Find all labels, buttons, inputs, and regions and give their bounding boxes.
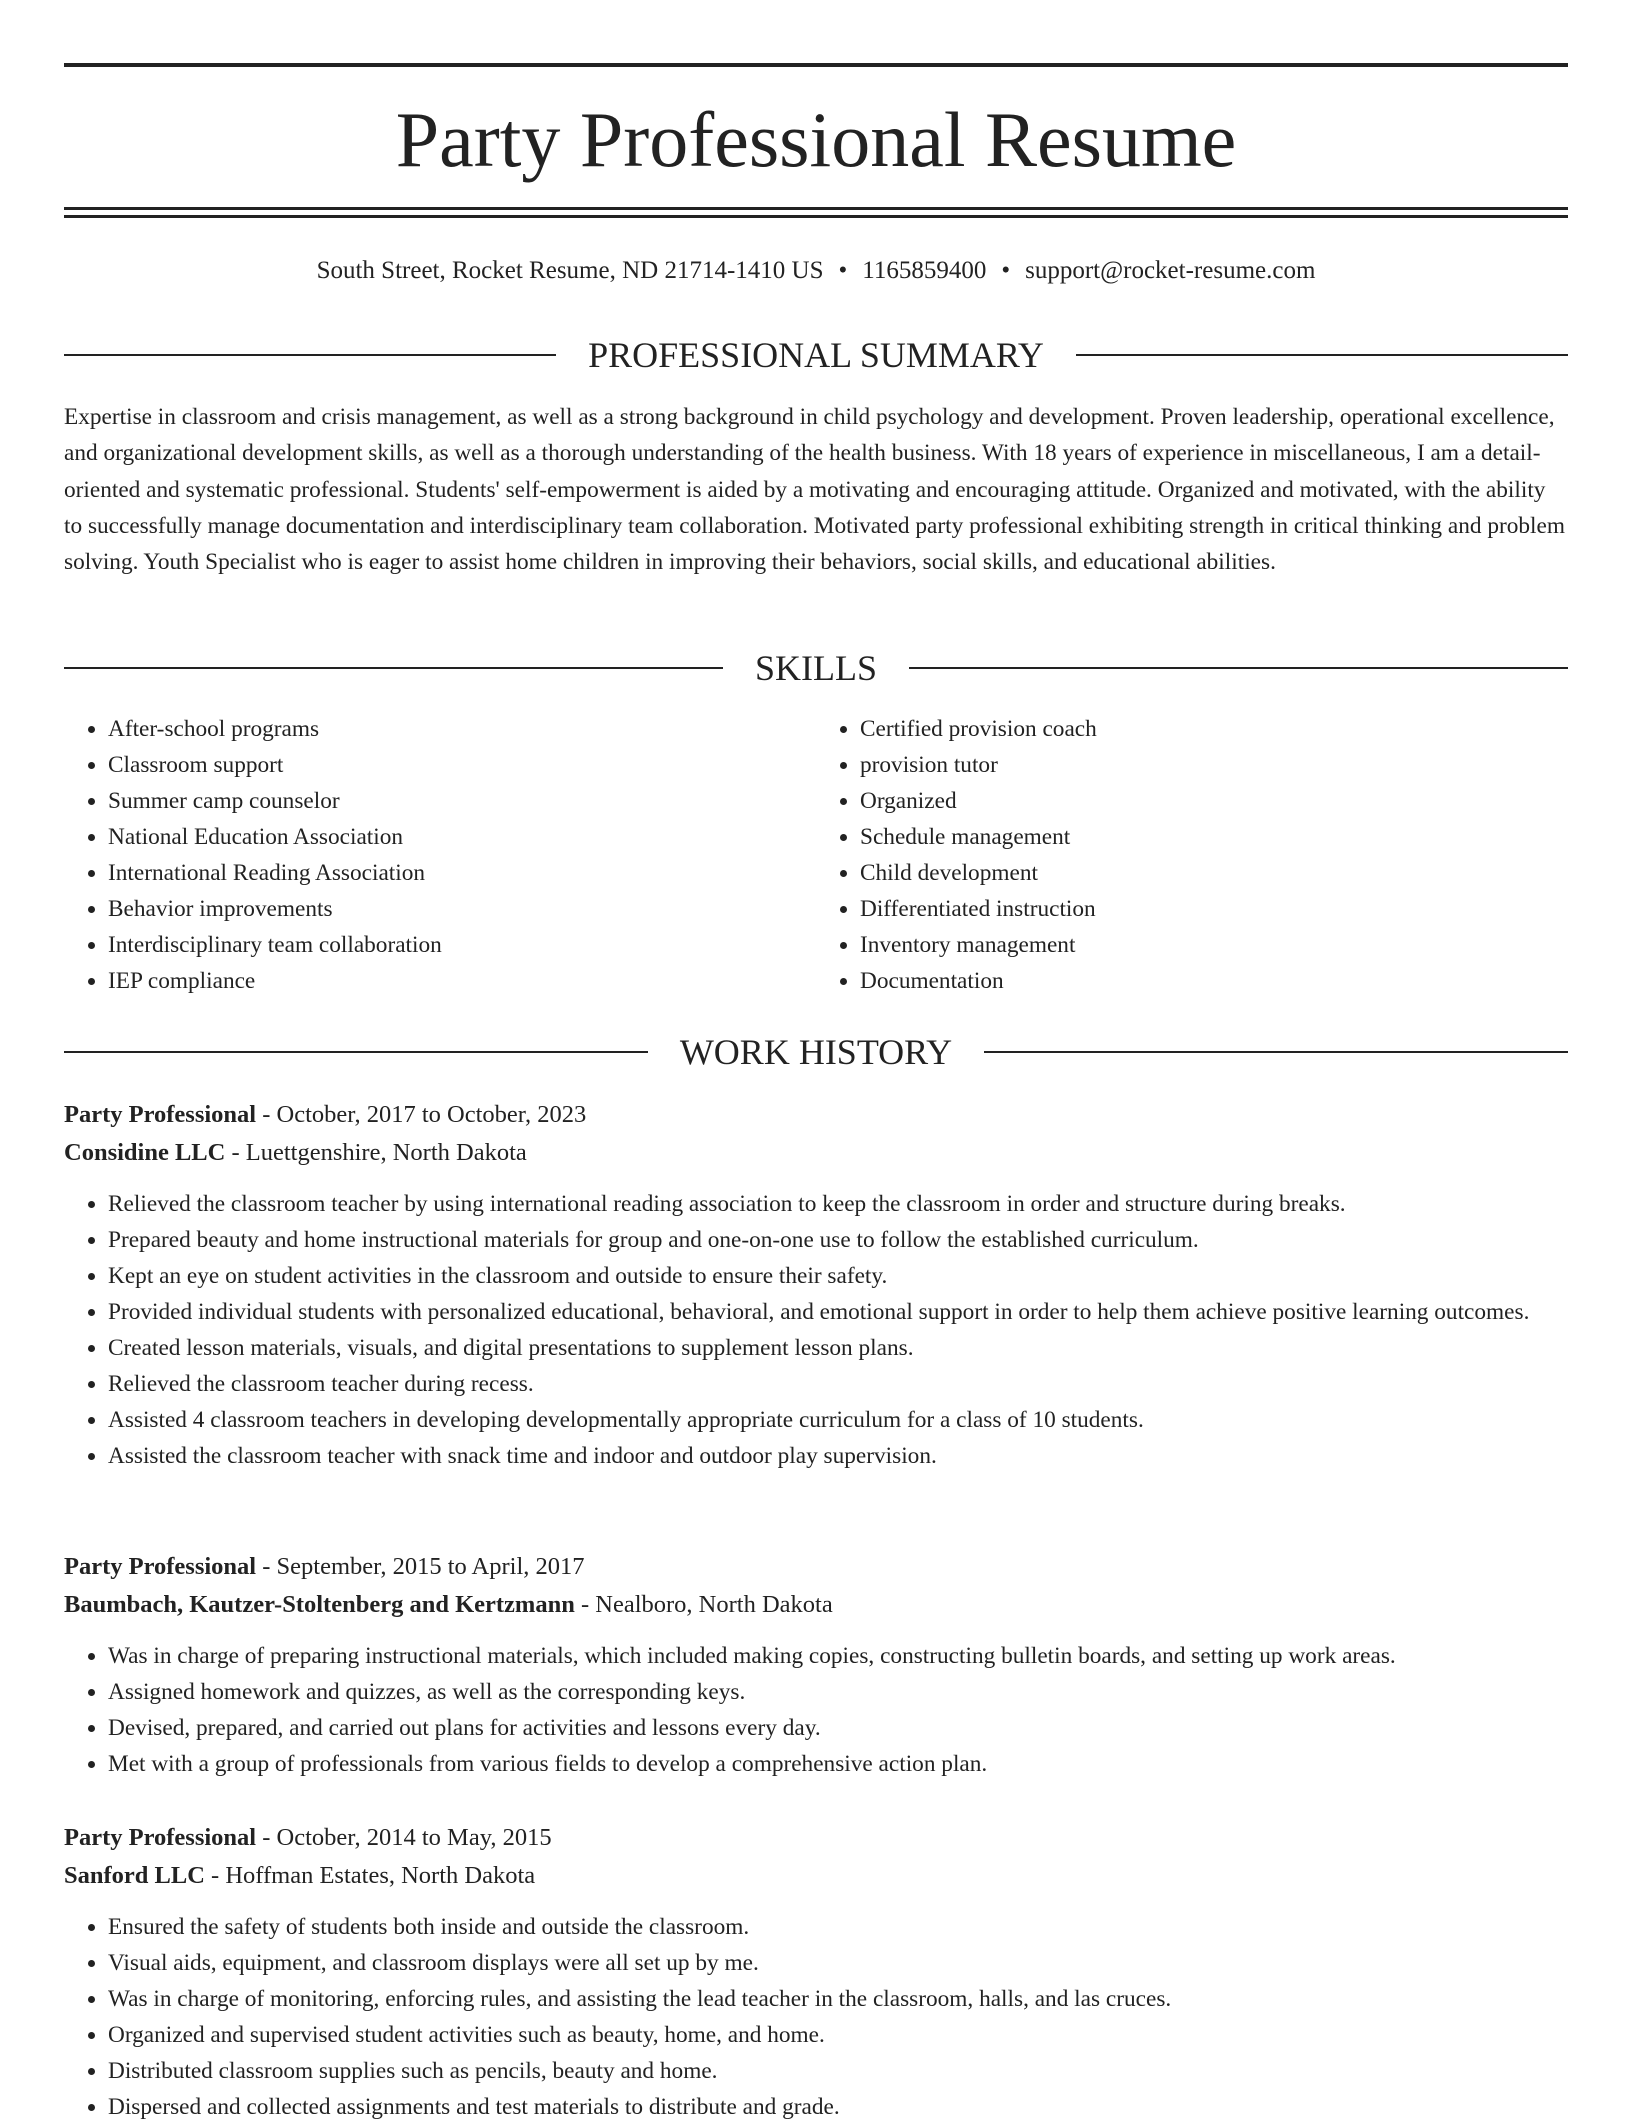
dash: -: [231, 1139, 240, 1166]
job-bullets: [64, 1909, 1568, 2125]
summary-heading: [64, 333, 1568, 377]
job-bullet: • Was in charge of monitoring, enforcing rules, and assisting the lead teacher in the classroom, halls, and las cruces.: [108, 1981, 1568, 2017]
skill-item: • Organized: [860, 783, 1568, 819]
job-bullet: • Distributed classroom supplies such as pencils, beauty and home.: [108, 2053, 1568, 2089]
job-bullet: • Assigned homework and quizzes, as well as the corresponding keys.: [108, 1674, 1568, 1710]
heading-rule: [64, 354, 556, 356]
job-entry: [64, 1096, 1568, 1474]
skill-item: • Interdisciplinary team collaboration: [108, 927, 816, 963]
skill-item: • After-school programs: [108, 711, 816, 747]
job-title: Party Professional: [64, 1101, 257, 1128]
dash: -: [580, 1591, 590, 1618]
skills-heading: [64, 646, 1568, 690]
job-location: Luettgenshire, North Dakota: [245, 1139, 527, 1166]
job-company-row: [64, 1857, 1568, 1895]
skill-item: • Summer camp counselor: [108, 783, 816, 819]
job-bullet: • Devised, prepared, and carried out plans for activities and lessons every day.: [108, 1710, 1568, 1746]
work-history-heading-text: WORK HISTORY: [679, 1032, 953, 1072]
job-company: Considine LLC: [64, 1139, 226, 1166]
work-history-heading: [64, 1030, 1568, 1074]
dash: -: [262, 1553, 271, 1580]
contact-phone: 1165859400: [862, 257, 987, 284]
skill-item: • Differentiated instruction: [860, 891, 1568, 927]
skill-item: • Documentation: [860, 963, 1568, 999]
skill-item: • Inventory management: [860, 927, 1568, 963]
skill-item: • IEP compliance: [108, 963, 816, 999]
contact-separator: •: [838, 257, 848, 284]
job-dates: October, 2014 to May, 2015: [276, 1824, 552, 1851]
dash: -: [262, 1824, 271, 1851]
job-bullet: • Dispersed and collected assignments and test materials to distribute and grade.: [108, 2089, 1568, 2125]
heading-rule: [64, 1051, 648, 1053]
job-bullet: • Was in charge of preparing instructional materials, which included making copies, constructing bulletin boards, and setting up work areas.: [108, 1638, 1568, 1674]
job-company-row: [64, 1134, 1568, 1172]
skill-item: • provision tutor: [860, 747, 1568, 783]
job-entry: [64, 1819, 1568, 2125]
skill-item: • Classroom support: [108, 747, 816, 783]
job-company-row: [64, 1586, 1568, 1624]
job-bullet: • Provided individual students with personalized educational, behavioral, and emotional support in order to help them achieve positive learning outcomes.: [108, 1294, 1568, 1330]
skill-item: • Behavior improvements: [108, 891, 816, 927]
skill-item: • Schedule management: [860, 819, 1568, 855]
job-title-row: [64, 1096, 1568, 1134]
summary-heading-text: PROFESSIONAL SUMMARY: [588, 335, 1044, 375]
skill-item: • Child development: [860, 855, 1568, 891]
summary-text: Expertise in classroom and crisis management, as well as a strong background in child psychology and development. Proven leadership, operational excellence, and organizational development skills, as well as a thorough understanding of the health business. With 18 years of experience in miscellaneous, I am a detail-oriented and systematic professional. Students' self-empowerment is aided by a motivating and encouraging attitude. Organized and motivated, with the ability to successfully manage documentation and interdisciplinary team collaboration. Motivated party professional exhibiting strength in critical thinking and problem solving. Youth Specialist who is eager to assist home children in improving their behaviors, social skills, and educational abilities.: [64, 404, 1565, 576]
job-bullet: • Organized and supervised student activities such as beauty, home, and home.: [108, 2017, 1568, 2053]
job-bullet: • Relieved the classroom teacher during recess.: [108, 1366, 1568, 1402]
job-company: Baumbach, Kautzer-Stoltenberg and Kertzmann: [64, 1591, 575, 1618]
contact-email: support@rocket-resume.com: [1025, 257, 1316, 284]
heading-rule: [909, 667, 1568, 669]
job-location: Hoffman Estates, North Dakota: [225, 1862, 536, 1889]
dash: -: [262, 1101, 271, 1128]
skill-item: • Certified provision coach: [860, 711, 1568, 747]
heading-rule: [984, 1051, 1568, 1053]
job-dates: September, 2015 to April, 2017: [276, 1553, 585, 1580]
job-title: Party Professional: [64, 1553, 257, 1580]
job-bullets: [64, 1638, 1568, 1782]
job-title-row: [64, 1819, 1568, 1857]
job-title-row: [64, 1548, 1568, 1586]
header-rule-upper: [64, 207, 1568, 210]
job-bullet: • Relieved the classroom teacher by using international reading association to keep the classroom in order and structure during breaks.: [108, 1186, 1568, 1222]
job-location: Nealboro, North Dakota: [595, 1591, 833, 1618]
job-bullet: • Kept an eye on student activities in the classroom and outside to ensure their safety.: [108, 1258, 1568, 1294]
skills-column-right: [816, 711, 1568, 999]
header-top-rule: [64, 63, 1568, 67]
skills-column-left: [64, 711, 816, 999]
job-bullet: • Created lesson materials, visuals, and digital presentations to supplement lesson plans.: [108, 1330, 1568, 1366]
dash: -: [211, 1862, 220, 1889]
header-rule-lower: [64, 215, 1568, 218]
job-bullet: • Ensured the safety of students both inside and outside the classroom.: [108, 1909, 1568, 1945]
job-bullet: • Prepared beauty and home instructional materials for group and one-on-one use to follow the established curriculum.: [108, 1222, 1568, 1258]
skill-item: • National Education Association: [108, 819, 816, 855]
job-bullet: • Assisted 4 classroom teachers in developing developmentally appropriate curriculum for a class of 10 students.: [108, 1402, 1568, 1438]
job-bullet: • Assisted the classroom teacher with snack time and indoor and outdoor play supervision.: [108, 1438, 1568, 1474]
job-bullets: [64, 1186, 1568, 1474]
job-bullet: • Visual aids, equipment, and classroom displays were all set up by me.: [108, 1945, 1568, 1981]
skills-heading-text: SKILLS: [755, 648, 878, 688]
resume-title: Party Professional Resume: [395, 96, 1237, 183]
skill-item: • International Reading Association: [108, 855, 816, 891]
job-bullet: • Met with a group of professionals from various fields to develop a comprehensive action plan.: [108, 1746, 1568, 1782]
contact-info: [64, 254, 1568, 288]
heading-rule: [1076, 354, 1568, 356]
contact-separator: •: [1001, 257, 1011, 284]
job-entry: [64, 1548, 1568, 1782]
job-company: Sanford LLC: [64, 1862, 205, 1889]
contact-address: South Street, Rocket Resume, ND 21714-1410 US: [316, 257, 824, 284]
skills-list: [64, 711, 1568, 999]
heading-rule: [64, 667, 723, 669]
job-dates: October, 2017 to October, 2023: [276, 1101, 587, 1128]
job-title: Party Professional: [64, 1824, 257, 1851]
